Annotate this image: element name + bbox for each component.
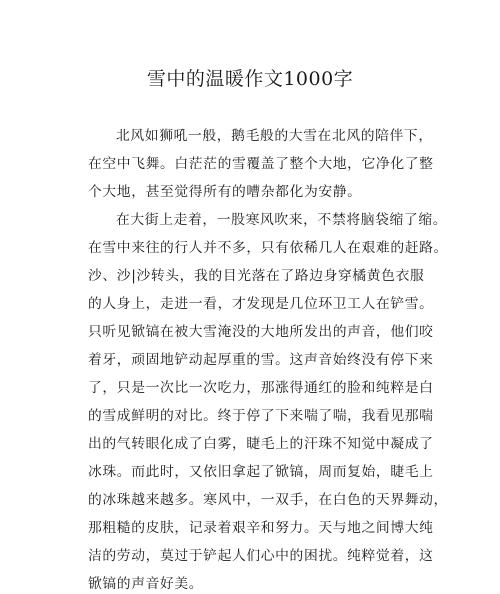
text-line: 只听见锨镐在被大雪淹没的大地所发出的声音，他们咬 — [88, 324, 434, 340]
text-line: 出的气转眼化成了白雾，睫毛上的汗珠不知觉中凝成了 — [88, 436, 434, 452]
text-line: 的人身上，走进一看，才发现是几位环卫工人在铲雪。 — [88, 296, 434, 312]
text-line: 着牙，顽固地铲动起厚重的雪。这声音始终没有停下来 — [88, 352, 434, 368]
text-line: 那粗糙的皮肤，记录着艰辛和努力。天与地之间博大纯 — [88, 520, 434, 536]
text-line: 冰珠。而此时，又依旧拿起了锨镐，周而复始，睫毛上 — [88, 464, 434, 480]
text-line: 锨镐的声音好美。 — [88, 576, 204, 592]
text-line: 个大地，甚至觉得所有的嘈杂都化为安静。 — [88, 184, 362, 200]
text-line: 在大街上走着，一股寒风吹来，不禁将脑袋缩了缩。 — [116, 212, 448, 228]
text-line: 的冰珠越来越多。寒风中，一双手，在白色的天界舞动， — [88, 492, 448, 508]
article-title: 雪中的温暖作文1000字 — [146, 68, 354, 90]
text-line: 在空中飞舞。白茫茫的雪覆盖了整个大地，它净化了整 — [88, 156, 434, 172]
text-line: 在雪中来往的行人并不多，只有依稀几人在艰难的赶路。 — [88, 240, 448, 256]
text-line: 的雪成鲜明的对比。终于停了下来喘了喘，我看见那喘 — [88, 408, 434, 424]
text-line: 沙、沙|沙转头，我的目光落在了路边身穿橘黄色衣服 — [88, 268, 425, 284]
text-line: 了，只是一次比一次吃力，那涨得通红的脸和纯粹是白 — [88, 380, 434, 396]
text-line: 北风如狮吼一般，鹅毛般的大雪在北风的陪伴下， — [116, 128, 433, 144]
text-line: 洁的劳动，莫过于铲起人们心中的困扰。纯粹觉着，这 — [88, 548, 434, 564]
